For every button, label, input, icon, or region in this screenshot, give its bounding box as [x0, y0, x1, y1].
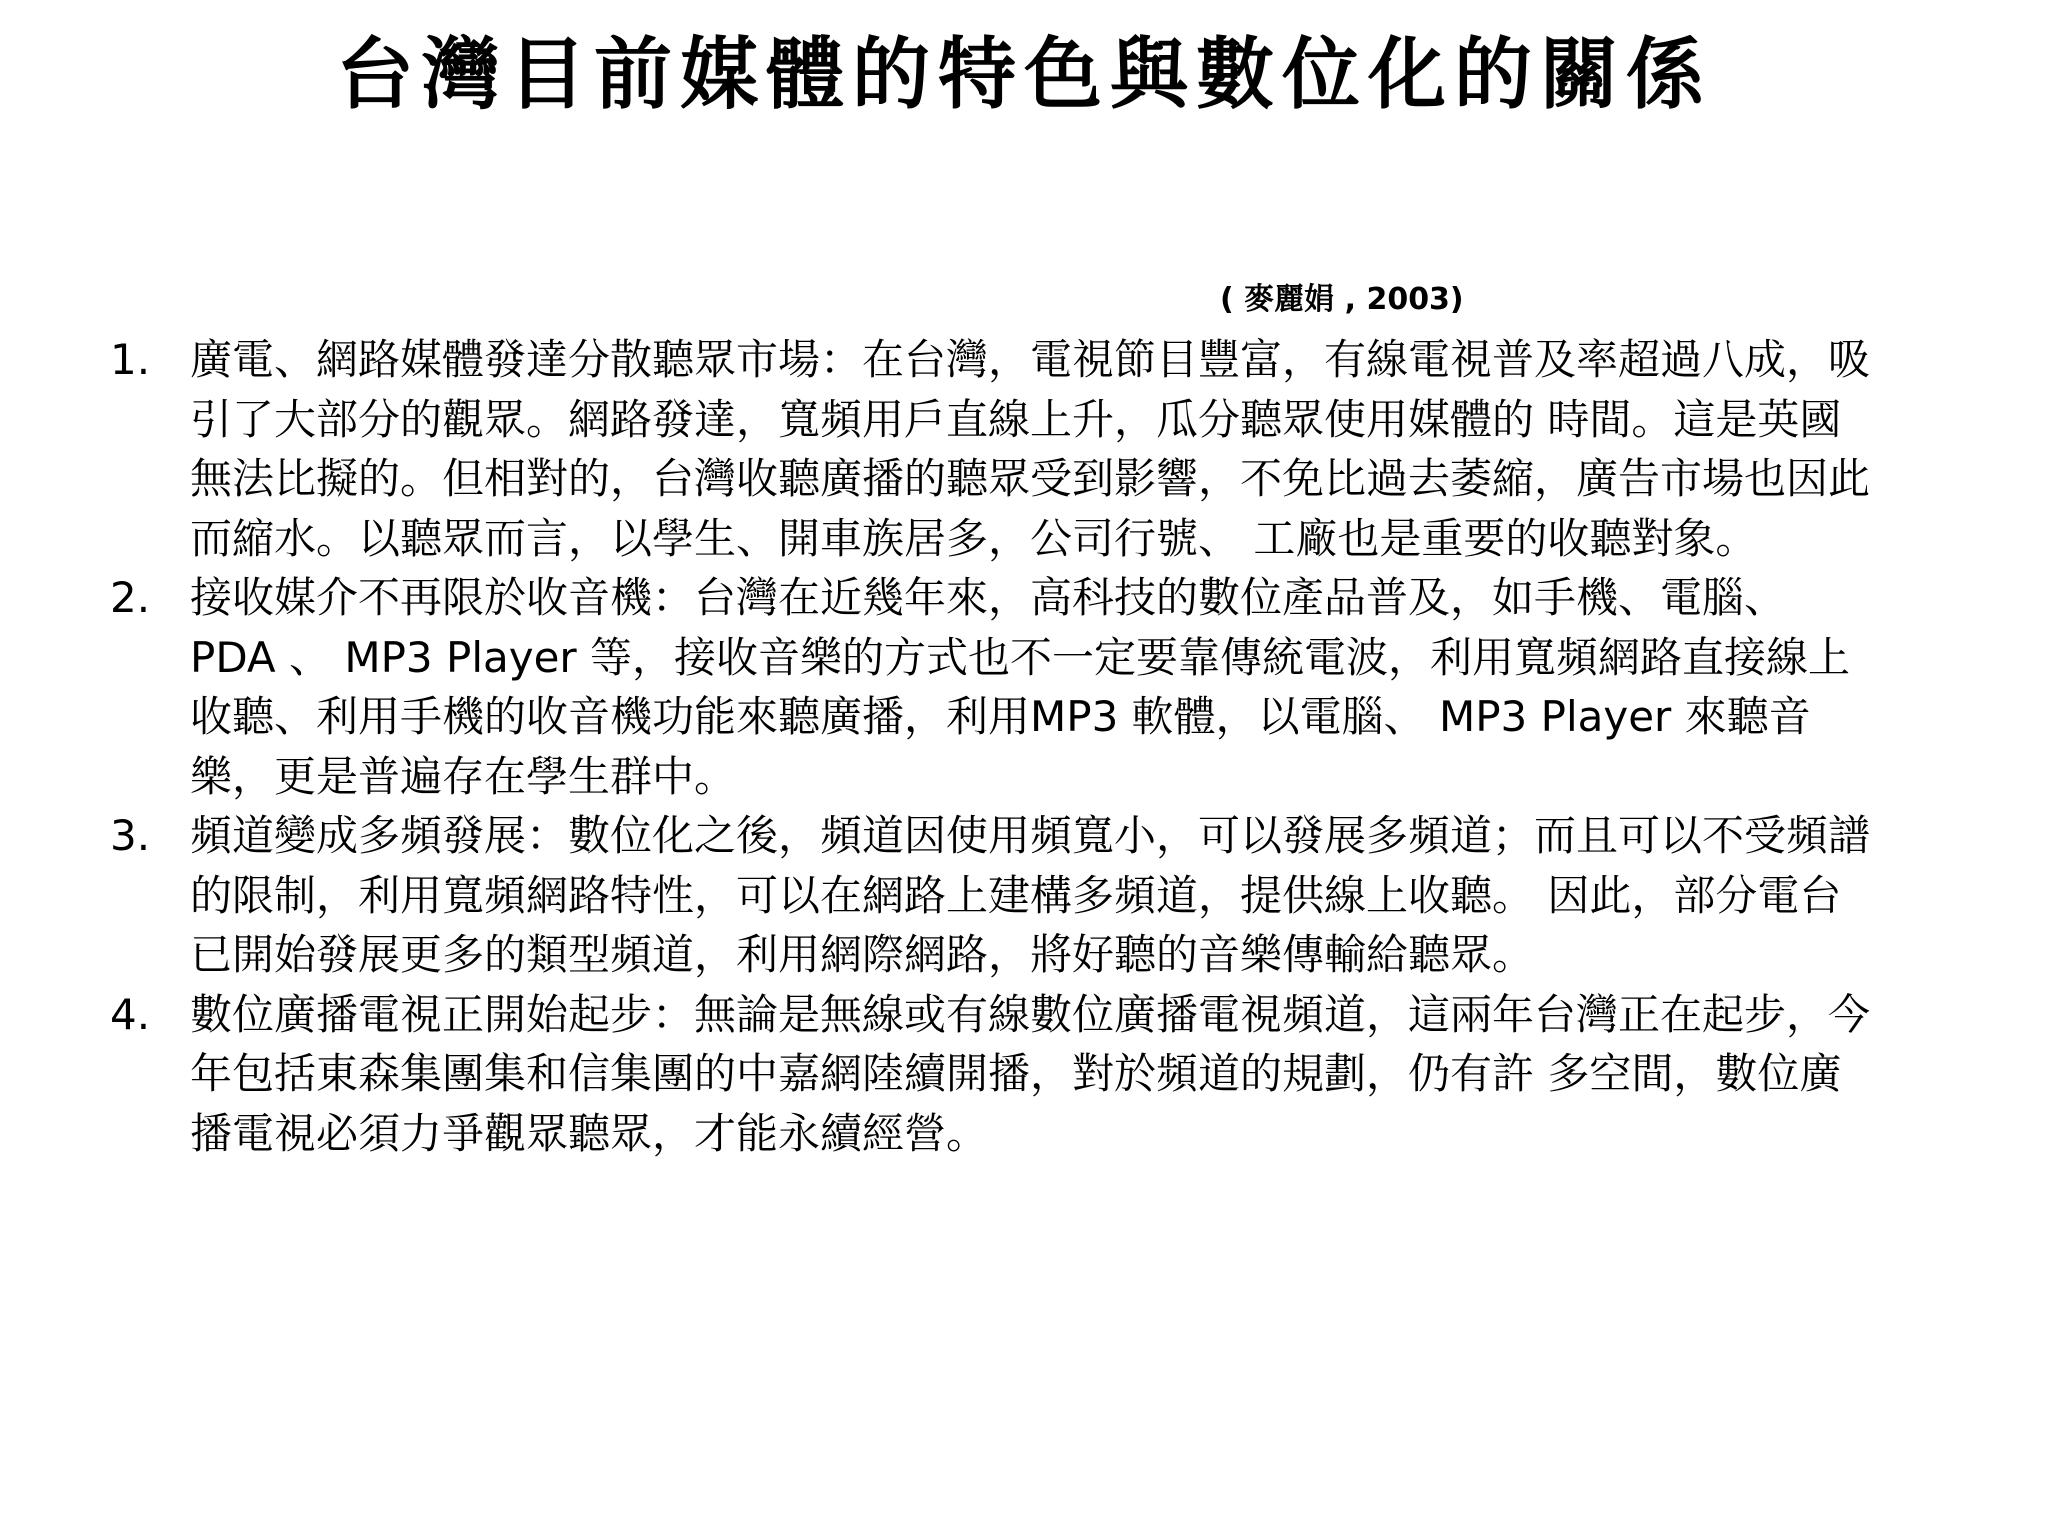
list-item: [110, 330, 1870, 568]
list-item: [110, 568, 1870, 806]
list-item-text: 接收媒介不再限於收音機：台灣在近幾年來，高科技的數位產品普及，如手機、電腦、 PDA 、 MP3 Player 等，接收音樂的方式也不一定要靠傳統電波，利用寬頻網路直接線上收聽、利用手機的收音機功能來聽廣播，利用MP3 軟體，以電腦、 MP3 Player 來聽音樂，更是普遍存在學生群中。: [190, 573, 1851, 801]
list-item-number: 4.: [110, 989, 151, 1039]
list-item-number: 3.: [110, 811, 151, 860]
list-item-text: 頻道變成多頻發展：數位化之後，頻道因使用頻寬小，可以發展多頻道；而且可以不受頻譜的限制，利用寬頻網路特性，可以在網路上建構多頻道，提供線上收聽。 因此，部分電台已開始發展更多的類型頻道，利用網際網路，將好聽的音樂傳輸給聽眾。: [190, 811, 1871, 979]
numbered-list: [110, 330, 1870, 1163]
list-item-number: 1.: [110, 335, 151, 384]
list-item: [110, 985, 1870, 1164]
list-item-text: 廣電、網路媒體發達分散聽眾市場：在台灣，電視節目豐富，有線電視普及率超過八成，吸引了大部分的觀眾。網路發達，寬頻用戶直線上升，瓜分聽眾使用媒體的 時間。這是英國無法比擬的。但相對的，台灣收聽廣播的聽眾受到影響，不免比過去萎縮，廣告市場也因此而縮水。以聽眾而言，以學生、開車族居多，公司行號、 工廠也是重要的收聽對象。: [190, 335, 1871, 563]
slide-title: 台灣目前媒體的特色與數位化的關係: [335, 30, 1712, 120]
list-item-number: 2.: [110, 573, 151, 622]
list-item: [110, 806, 1870, 985]
list-item-text: 數位廣播電視正開始起步：無論是無線或有線數位廣播電視頻道，這兩年台灣正在起步，今年包括東森集團集和信集團的中嘉網陸續開播，對於頻道的規劃，仍有許 多空間，數位廣播電視必須力爭觀眾聽眾，才能永續經營。: [190, 989, 1871, 1158]
citation: ( 麥麗娟 , 2003): [1220, 282, 1464, 317]
